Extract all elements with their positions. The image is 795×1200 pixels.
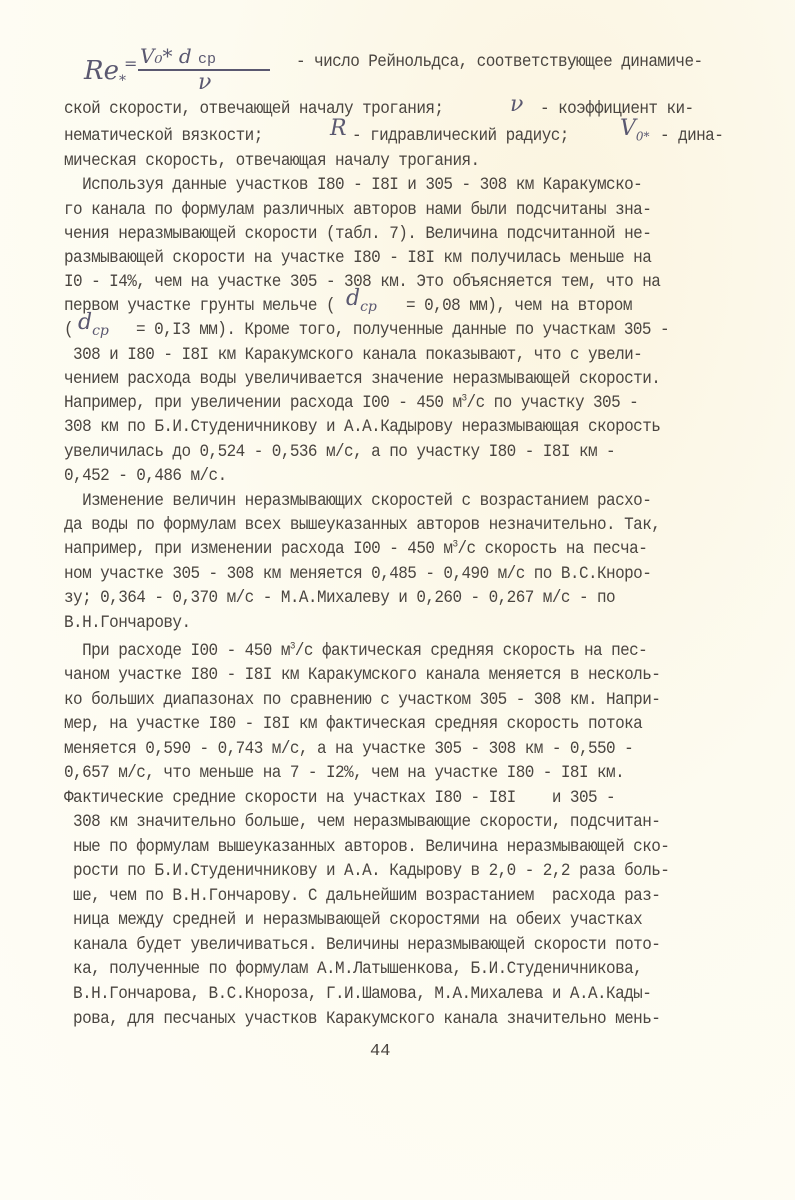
text-line: В.Н.Гончарова, В.С.Кнороза, Г.И.Шамова, М.А.Михалева и А.А.Кады- <box>64 985 652 1004</box>
text-line: да воды по формулам всех вышеуказанных авторов незначительно. Так, <box>64 516 661 535</box>
formula-numerator: V₀* d ср <box>140 44 216 68</box>
text-line: канала будет увеличиваться. Величины неразмывающей скорости пото- <box>64 936 661 955</box>
text-line: Используя данные участков I80 - I8I и 305 - 308 км Каракумско- <box>64 176 643 195</box>
text-line: ном участке 305 - 308 км меняется 0,485 - 0,490 м/с по В.С.Кноро- <box>64 565 652 584</box>
text-line: В.Н.Гончарову. <box>64 614 191 633</box>
text-line: = 0,08 мм), чем на втором <box>406 297 632 316</box>
text-line: го канала по формулам различных авторов нами были подсчитаны зна- <box>64 201 652 220</box>
text-line: - коэффициент ки- <box>540 100 694 119</box>
text-line: 308 км значительно больше, чем неразмывающие скорости, подсчитан- <box>64 813 661 832</box>
text-line: Например, при увеличении расхода I00 - 450 $м^3/с$ по участку 305 - <box>64 393 639 413</box>
reynolds-formula <box>84 44 294 95</box>
page-number: 44 <box>370 1042 391 1061</box>
text-line: мическая скорость, отвечающая началу трогания. <box>64 152 480 171</box>
r-symbol: R <box>330 116 347 141</box>
d-symbol: $d_{ср}$ <box>78 310 109 339</box>
text-line: Фактические средние скорости на участках I80 - I8I и 305 - <box>64 789 616 808</box>
text-line: I0 - I4%, чем на участке 305 - 308 км. Это объясняется тем, что на <box>64 273 661 292</box>
text-line: ница между средней и неразмывающей скоростями на обеих участках <box>64 911 643 930</box>
formula-denominator: ν <box>198 70 212 95</box>
v0-symbol: $V_{0*}$ <box>620 116 650 144</box>
text-line: рости по Б.И.Студеничникову и А.А. Кадырову в 2,0 - 2,2 раза боль- <box>64 862 670 881</box>
text-line: ка, полученные по формулам А.М.Латышенкова, Б.И.Студеничникова, <box>64 960 643 979</box>
text-line: 308 км по Б.И.Студеничникову и А.А.Кадырову неразмывающая скорость <box>64 418 661 437</box>
d-symbol: $d_{ср}$ <box>346 286 377 315</box>
text-line: например, при изменении расхода I00 - 450 $м^3/с$ скорость на песча- <box>64 539 648 559</box>
text-line: мер, на участке I80 - I8I км фактическая средняя скорость потока <box>64 715 643 734</box>
text-line: - число Рейнольдса, соответствующее динамиче- <box>296 53 703 72</box>
nu-symbol: ν <box>510 92 524 117</box>
text-line: = 0,I3 мм). Кроме того, полученные данные по участкам 305 - <box>136 321 670 340</box>
text-line: размывающей скорости на участке I80 - I8I км получилась меньше на <box>64 249 652 268</box>
text-line: нематической вязкости; <box>64 127 263 146</box>
formula-equals: = <box>124 54 138 73</box>
text-line: рова, для песчаных участков Каракумского канала значительно мень- <box>64 1010 661 1029</box>
text-line: чаном участке I80 - I8I км Каракумского канала меняется в несколь- <box>64 666 661 685</box>
text-line: первом участке грунты мельче ( <box>64 297 336 316</box>
text-line: ской скорости, отвечающей началу трогания; <box>64 100 444 119</box>
text-line: Изменение величин неразмывающих скоростей с возрастанием расхо- <box>64 492 652 511</box>
text-line: увеличилась до 0,524 - 0,536 м/с, а по участку I80 - I8I км - <box>64 443 616 462</box>
text-line: меняется 0,590 - 0,743 м/с, а на участке 305 - 308 км - 0,550 - <box>64 740 634 759</box>
text-line: чением расхода воды увеличивается значение неразмывающей скорости. <box>64 370 661 389</box>
text-line: 0,657 м/с, что меньше на 7 - I2%, чем на участке I80 - I8I км. <box>64 764 625 783</box>
text-line: ко больших диапазонах по сравнению с участком 305 - 308 км. Напри- <box>64 691 661 710</box>
formula-lhs: $Re_*$ <box>84 56 126 90</box>
text-line: - гидравлический радиус; <box>352 127 569 146</box>
text-line: зу; 0,364 - 0,370 м/с - М.А.Михалеву и 0,260 - 0,267 м/с - по <box>64 589 616 608</box>
text-line: 308 и I80 - I8I км Каракумского канала показывают, что с увели- <box>64 346 643 365</box>
text-line: ше, чем по В.Н.Гончарову. С дальнейшим возрастанием расхода раз- <box>64 887 661 906</box>
text-line: ные по формулам вышеуказанных авторов. Величина неразмывающей ско- <box>64 838 670 857</box>
text-line: - дина- <box>660 127 724 146</box>
text-line: 0,452 - 0,486 м/с. <box>64 467 227 486</box>
text-line: чения неразмывающей скорости (табл. 7). Величина подсчитанной не- <box>64 225 652 244</box>
text-line: При расходе I00 - 450 $м^3/с$ фактическая средняя скорость на пес- <box>64 641 648 661</box>
text-line: ( <box>64 321 74 340</box>
